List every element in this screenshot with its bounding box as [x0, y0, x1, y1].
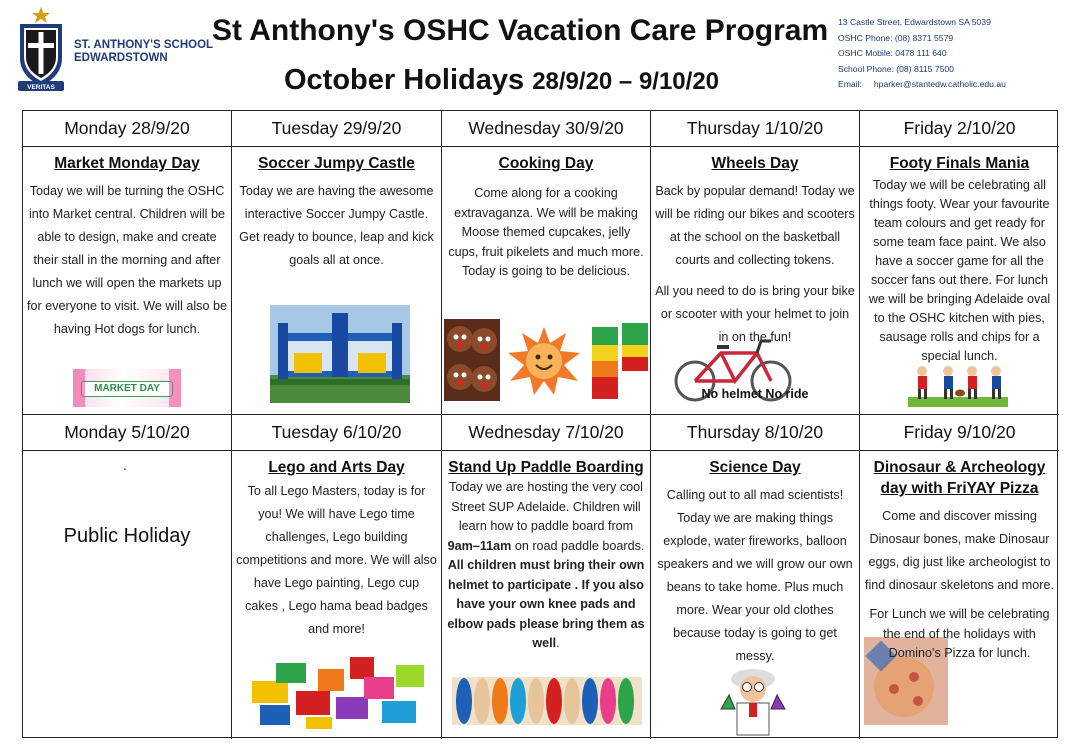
- activity-cell-science-day: [651, 451, 860, 739]
- page-title: St Anthony's OSHC Vacation Care Program: [212, 14, 829, 47]
- activity-title: Soccer Jumpy Castle: [258, 155, 415, 172]
- day-header: Friday 2/10/20: [860, 111, 1059, 147]
- contact-email-link[interactable]: hparker@stantedw.catholic.edu.au: [873, 79, 1006, 89]
- activity-cell-lego-arts: [232, 451, 442, 739]
- activity-description: Today we are having the awesome interactive Soccer Jumpy Castle. Get ready to bounce, leap and kick goals all at once.: [239, 184, 434, 267]
- activity-description: [442, 478, 650, 654]
- stray-dot: .: [123, 459, 127, 473]
- contact-email-row: [838, 77, 1006, 93]
- activity-description: Back by popular demand! Today we will be riding our bikes and scooters at the school on the basketball courts and collecting tokens.: [655, 184, 855, 267]
- day-header: Friday 9/10/20: [860, 415, 1059, 451]
- activity-description: To all Lego Masters, today is for you! We will have Lego time challenges, Lego building competitions and more. We will also have Lego painting, Lego cup cakes , Lego hama bead badges and more!: [236, 484, 437, 636]
- mad-scientist-image: [713, 665, 793, 737]
- paddle-desc-bold: All children must bring their own helmet to participate . If you also have your own knee pads and elbow pads please bring them as well: [447, 558, 645, 650]
- day-header: Tuesday 29/9/20: [232, 111, 442, 147]
- subtitle-main: October Holidays: [284, 64, 525, 96]
- page-subtitle: [284, 64, 719, 97]
- activity-cell-market-monday: [23, 147, 232, 415]
- activity-title: Stand Up Paddle Boarding: [448, 459, 644, 476]
- activity-description: Come along for a cooking extravaganza. We will be making Moose themed cupcakes, jelly cups, fruit pikelets and much more. Today is going to be delicious.: [448, 186, 644, 278]
- day-header: Thursday 8/10/20: [651, 415, 860, 451]
- jumpy-castle-image: [270, 305, 410, 403]
- contact-address: 13 Castle Street, Edwardstown SA 5039: [838, 17, 991, 27]
- program-grid: [22, 110, 1058, 738]
- paddle-desc-a: Today we are hosting the very cool Street SUP Adelaide. Children will learn how to paddle board from: [449, 480, 643, 533]
- market-day-image: [73, 369, 181, 407]
- activity-title: Dinosaur & Archeology day with FriYAY Pizza: [873, 459, 1046, 497]
- contact-school-phone: School Phone: (08) 8115 7500: [838, 63, 954, 74]
- paddle-time: 9am–11am: [447, 538, 512, 553]
- school-logo: [12, 6, 217, 94]
- activity-title: Market Monday Day: [54, 155, 200, 172]
- activity-cell-soccer-jumpy-castle: [232, 147, 442, 415]
- subtitle-dates: 28/9/20 – 9/10/20: [532, 68, 720, 95]
- activity-cell-wheels-day: [651, 147, 860, 415]
- lego-bricks-image: [246, 641, 434, 731]
- day-header: Tuesday 6/10/20: [232, 415, 442, 451]
- contact-oshc-mobile: OSHC Mobile: 0478 111 640: [838, 48, 947, 58]
- sun-pikelet-image: [504, 325, 584, 397]
- no-helmet-note: No helmet No ride: [701, 387, 809, 401]
- activity-cell-public-holiday: [23, 451, 232, 739]
- school-name: [74, 39, 213, 65]
- activity-description: Today we will be celebrating all things footy. Wear your favourite team colours and get ready for some team face paint. We also have a soccer game for all the soccer fans out there. For lunch we will be bringing Adelaide oval to the OSHC kitchen with pies, sausage rolls and chips for a special lunch.: [868, 178, 1051, 363]
- activity-cell-footy-finals: [860, 147, 1059, 415]
- activity-title: Lego and Arts Day: [268, 459, 405, 476]
- activity-cell-paddle-boarding: [442, 451, 651, 739]
- activity-title: Cooking Day: [498, 155, 594, 172]
- activity-title: Science Day: [709, 459, 801, 476]
- public-holiday-label: Public Holiday: [63, 525, 191, 547]
- market-day-label: MARKET DAY: [81, 381, 173, 397]
- contact-block: [838, 15, 1006, 93]
- jelly-cups-image: [588, 319, 650, 403]
- moose-cupcakes-image: [444, 319, 500, 401]
- activity-description-extra: All you need to do is bring your bike or scooter with your helmet to join in on the fun!: [655, 284, 855, 344]
- paddle-desc-b: on road paddle boards.: [511, 538, 645, 553]
- day-header: Wednesday 7/10/20: [442, 415, 651, 451]
- contact-email-label: Email:: [838, 79, 862, 89]
- paddle-desc-end: .: [556, 636, 560, 650]
- activity-description-extra: For Lunch we will be celebrating the end of the holidays with Domino's Pizza for lunch.: [869, 607, 1050, 660]
- activity-description: Today we will be turning the OSHC into Market central. Children will be able to design, make and create their stall in the morning and after lunch we will open the markets up for everyone to visit. We will also be having Hot dogs for lunch.: [27, 184, 227, 336]
- school-name-line2: EDWARDSTOWN: [74, 52, 168, 64]
- day-header: Monday 5/10/20: [23, 415, 232, 451]
- paddle-boards-image: [452, 677, 642, 725]
- activity-description: Calling out to all mad scientists! Today we are making things explode, water fireworks, balloon speakers and we will grow our own beans to take home. Plus much more. Wear your old clothes because today is going to get messy.: [657, 488, 853, 663]
- school-name-line1: ST. ANTHONY'S SCHOOL: [74, 39, 214, 51]
- activity-description: Come and discover missing Dinosaur bones, make Dinosaur eggs, dig just like archeologist to find dinosaur skeletons and more.: [864, 509, 1055, 592]
- activity-cell-dinosaur-day: [860, 451, 1059, 739]
- crest-motto: VERITAS: [27, 84, 55, 91]
- kids-football-image: [908, 363, 1008, 407]
- school-crest-icon: [12, 6, 72, 94]
- day-header: Thursday 1/10/20: [651, 111, 860, 147]
- activity-cell-cooking-day: [442, 147, 651, 415]
- activity-title: Wheels Day: [711, 155, 799, 172]
- day-header: Wednesday 30/9/20: [442, 111, 651, 147]
- activity-title: Footy Finals Mania: [889, 155, 1030, 172]
- contact-oshc-phone: OSHC Phone: (08) 8371 5579: [838, 32, 954, 43]
- day-header: Monday 28/9/20: [23, 111, 232, 147]
